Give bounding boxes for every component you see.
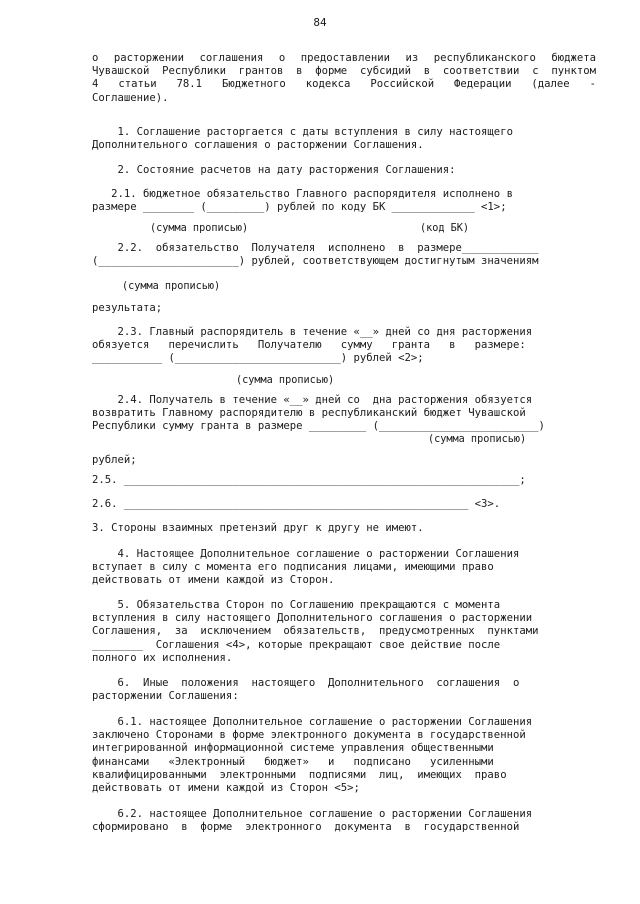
- text-line: Дополнительного соглашения о расторжении Соглашения.: [92, 139, 424, 152]
- paragraph-5: [92, 599, 596, 665]
- text-line: ___________ (__________________________) рублей <2>;: [92, 352, 424, 365]
- paragraph-2-6: 2.6. ______________________________________________________ <3>.: [92, 498, 501, 510]
- text-line: возвратить Главному распорядителю в республиканский бюджет Чувашской: [92, 407, 526, 420]
- caption-budget-code: (код БК): [420, 223, 470, 234]
- paragraph-2-3: [92, 326, 596, 366]
- text-line: финансами «Электронный бюджет» и подписано усиленными: [92, 755, 494, 768]
- paragraph-3: 3. Стороны взаимных претензий друг к другу не имеют.: [92, 522, 424, 534]
- paragraph-2-4: [92, 394, 596, 434]
- paragraph-2-2: [92, 242, 596, 268]
- text-line: расторжении Соглашения:: [92, 690, 239, 703]
- text-line: 6.2. настоящее Дополнительное соглашение о расторжении Соглашения: [92, 808, 533, 820]
- text-line: полного их исполнения.: [92, 651, 233, 664]
- text-line: Республики сумму гранта в размере _________ (_________________________): [92, 420, 545, 433]
- caption-amount-words: (сумма прописью): [428, 434, 527, 445]
- text-line: 2.4. Получатель в течение «__» дней со дна расторжения обязуется: [92, 394, 533, 406]
- caption-amount-words: (сумма прописью): [122, 281, 221, 292]
- text-line: вступления в силу настоящего Дополнительного соглашения о расторжении: [92, 612, 533, 625]
- text-line: Соглашения, за исключением обязательств, предусмотренных пунктами: [92, 625, 539, 638]
- text-line: 6.1. настоящее Дополнительное соглашение о расторжении Соглашения: [92, 716, 533, 728]
- intro-paragraph: [92, 52, 596, 105]
- text-line: сформировано в форме электронного документа в государственной: [92, 821, 520, 834]
- text-line: обязуется перечислить Получателю сумму гранта в размере:: [92, 339, 526, 352]
- text-line: размере ________ (_________) рублей по коду БК _____________ <1>;: [92, 201, 507, 214]
- paragraph-4: [92, 548, 596, 588]
- text-line: 1. Соглашение расторгается с даты вступления в силу настоящего: [92, 126, 513, 138]
- caption-amount-words: (сумма прописью): [150, 223, 249, 234]
- paragraph-2-1: [92, 188, 596, 214]
- text-line: 2. Состояние расчетов на дату расторжения Соглашения:: [92, 164, 456, 176]
- text-line: интегрированной информационной системе управления общественными: [92, 742, 494, 755]
- text-line: квалифицированными электронными подписями лиц, имеющих право: [92, 768, 507, 781]
- text-line: заключено Сторонами в форме электронного документа в государственной: [92, 729, 526, 742]
- text-line: 6. Иные положения настоящего Дополнительного соглашения о: [92, 677, 520, 689]
- text-line: 2.1. бюджетное обязательство Главного распорядителя исполнено в: [92, 188, 513, 200]
- paragraph-1: [92, 126, 596, 152]
- text-line: о расторжении соглашения о предоставлении из республиканского бюджета: [92, 52, 596, 64]
- paragraph-6-2: [92, 808, 596, 834]
- text-line: (______________________) рублей, соответствующем достигнутым значениям: [92, 255, 539, 268]
- text-line: действовать от имени каждой из Сторон <5>;: [92, 782, 360, 795]
- paragraph-2-5: 2.5. ______________________________________________________________;: [92, 474, 526, 486]
- text-line: действовать от имени каждой из Сторон.: [92, 574, 335, 587]
- text-line: результата;: [92, 302, 163, 314]
- text-line: вступает в силу с момента его подписания лицами, имеющими право: [92, 561, 494, 574]
- text-line: 2.3. Главный распорядитель в течение «__» дней со дня расторжения: [92, 326, 533, 338]
- paragraph-2: [92, 164, 596, 177]
- text-line: Чувашской Республики грантов в форме субсидий в соответствии с пунктом: [92, 65, 596, 78]
- caption-amount-words: (сумма прописью): [236, 375, 335, 386]
- text-line: 2.2. обязательство Получателя исполнено в размере____________: [92, 242, 539, 254]
- page-number: 84: [313, 16, 327, 29]
- text-line: Соглашение).: [92, 91, 169, 104]
- text-line: 5. Обязательства Сторон по Соглашению прекращаются с момента: [92, 599, 501, 611]
- text-line: 4. Настоящее Дополнительное соглашение о расторжении Соглашения: [92, 548, 520, 560]
- text-line: ________ Соглашения <4>, которые прекращают свое действие после: [92, 638, 501, 651]
- text-line: рублей;: [92, 454, 137, 466]
- paragraph-6-1: [92, 716, 596, 795]
- paragraph-6: [92, 677, 596, 703]
- text-line: 4 статьи 78.1 Бюджетного кодекса Российской Федерации (далее -: [92, 78, 596, 91]
